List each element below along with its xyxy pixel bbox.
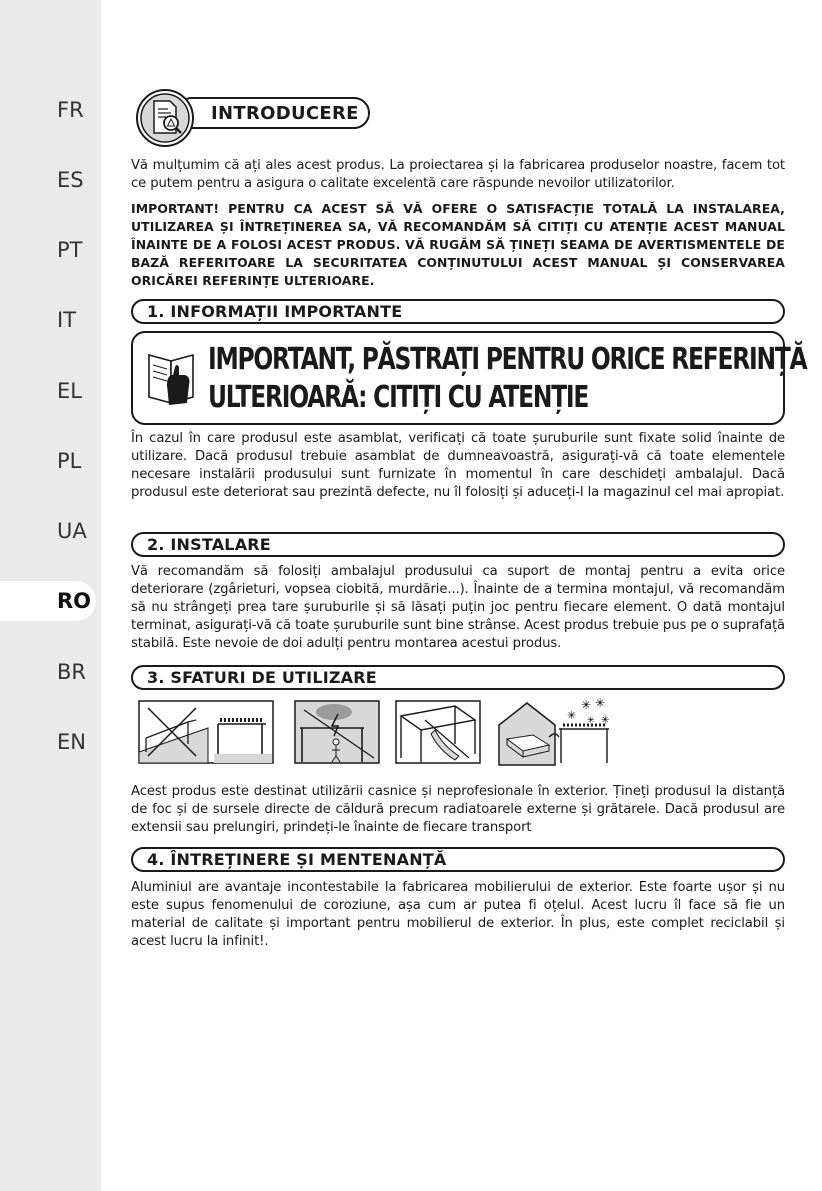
banner-line-2: ULTERIOARĂ: CITIȚI CU ATENȚIE	[208, 380, 589, 415]
section-2-body: Vă recomandăm să folosiți ambalajul produsului ca suport de montaj pentru a evita orice deteriorare (zgârieturi, vopsea ciobită, murdărie...). Înainte de a termina montajul, vă recomandăm să nu strângeți prea tare șuruburile și să lăsați puțin joc pentru fiecare element. O dată montajul terminat, asigurați-vă că toate șuruburile sunt bine strânse. Acest produs trebuie pus pe o suprafață stabilă. Este nevoie de doi adulți pentru montarea acestui produs.	[131, 564, 785, 651]
lang-tab-br[interactable]: BR	[57, 660, 86, 684]
winter-storage-icon	[497, 697, 617, 767]
no-slope-installation-icon	[138, 700, 274, 764]
section-4-title: 4. ÎNTREȚINERE ȘI MENTENANȚĂ	[147, 850, 447, 869]
svg-text:✳: ✳	[581, 698, 592, 712]
section-2-title: 2. INSTALARE	[147, 535, 271, 554]
lang-tab-pl[interactable]: PL	[57, 449, 82, 473]
section-3-body: Acest produs este destinat utilizării casnice și neprofesionale în exterior. Țineți produsul la distanță de foc și de sursele directe de căldură precum radiatoarele externe și grătarele. Dacă produsul are extensii sau prelungiri, prindeți-le înainte de fiecare transport	[131, 784, 785, 835]
lang-tab-ua[interactable]: UA	[57, 519, 87, 543]
read-manual-icon	[145, 345, 201, 411]
banner-line-1: IMPORTANT, PĂSTRAȚI PENTRU ORICE REFERINȚĂ	[208, 342, 807, 377]
intro-warning: IMPORTANT! PENTRU CA ACEST SĂ VĂ OFERE O SATISFACȚIE TOTALĂ LA INSTALAREA, UTILIZAREA ȘI ÎNTREȚINEREA SA, VĂ RECOMANDĂM SĂ CITIȚI CU ATENȚIE ACEST MANUAL ÎNAINTE DE A FOLOSI ACEST PRODUS. VĂ RUGĂM SĂ ȚINEȚI SEAMA DE AVERTISMENTELE DE BAZĂ REFERITOARE LA SECURITATEA CONȚINUTULUI ACEST MANUAL ȘI CONSERVAREA ORICĂREI REFERINȚE ULTERIOARE.	[131, 201, 785, 288]
intro-title: INTRODUCERE	[211, 103, 359, 124]
section-4-header	[131, 847, 785, 872]
svg-text:✳: ✳	[567, 709, 577, 722]
section-4-body: Aluminiul are avantaje incontestabile la fabricarea mobilierului de exterior. Este foarte ușor și nu este supus fenomenului de coroziune, așa cum ar putea fi oțelul. Acest lucru îl face să fie un material de calitate și important pentru mobilierul de exterior. În plus, este complet reciclabil și acest lucru la infinit!.	[131, 880, 785, 949]
section-1-title: 1. INFORMAȚII IMPORTANTE	[147, 302, 403, 321]
document-warning-icon	[134, 87, 196, 149]
important-banner-text	[208, 341, 806, 417]
section-3-header	[131, 665, 785, 690]
svg-text:✳: ✳	[587, 716, 595, 726]
lang-tab-es[interactable]: ES	[57, 168, 84, 192]
section-3-title: 3. SFATURI DE UTILIZARE	[147, 668, 377, 687]
section-1-header	[131, 299, 785, 324]
svg-text:✳: ✳	[601, 715, 610, 726]
lang-tab-en[interactable]: EN	[57, 730, 86, 754]
intro-title-pill	[176, 97, 370, 129]
lang-tab-el[interactable]: EL	[57, 379, 82, 403]
lang-tab-pt[interactable]: PT	[57, 238, 83, 262]
intro-paragraph: Vă mulțumim că ați ales acest produs. La proiectarea și la fabricarea produselor noastre, facem tot ce putem pentru a asigura o calitate excelentă care răspunde nevoilor utilizatorilor.	[131, 158, 785, 191]
svg-text:✳: ✳	[595, 697, 606, 710]
section-1-body: În cazul în care produsul este asamblat, verificați că toate șuruburile sunt fixate solid înainte de utilizare. Dacă produsul trebuie asamblat de dumneavoastră, asigurați-vă că toate elementele necesare instalării produsului sunt furnizate în momentul în care deschideți ambalajul. Dacă produsul este deteriorat sau prezintă defecte, nu îl folosiți și aduceți-l la magazinul cel mai apropiat.	[131, 431, 785, 500]
lang-tab-ro-active[interactable]: RO	[0, 581, 96, 621]
language-sidebar	[0, 0, 101, 1191]
no-hanging-objects-icon	[395, 700, 481, 764]
lang-tab-fr[interactable]: FR	[57, 98, 84, 122]
important-banner	[131, 331, 807, 425]
no-storm-use-icon	[294, 700, 380, 764]
section-2-header	[131, 532, 785, 557]
lang-tab-it[interactable]: IT	[57, 308, 77, 332]
